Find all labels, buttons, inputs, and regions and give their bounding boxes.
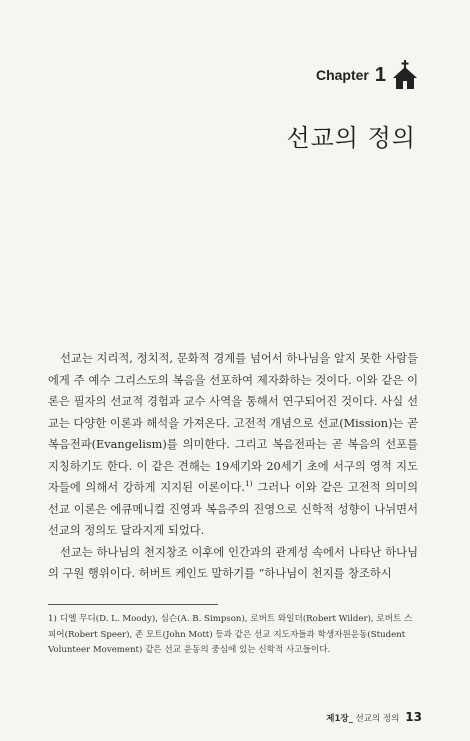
page-footer — [326, 710, 422, 724]
running-head-chapter: 제1장_ — [326, 714, 353, 724]
paragraph — [48, 348, 418, 542]
paragraph — [48, 542, 418, 585]
footnote-number: 1) — [48, 614, 57, 624]
running-head — [326, 712, 399, 724]
footnote — [48, 612, 418, 659]
chapter-number: 1 — [374, 63, 386, 86]
page-number: 13 — [405, 710, 422, 724]
chapter-label: Chapter — [315, 67, 369, 83]
footnote-reference: 1) — [244, 479, 253, 489]
paragraph-text: 선교는 지리적, 정치적, 문화적 경계를 넘어서 하나님을 알지 못한 사람들에게 주 예수 그리스도의 복음을 선포하여 제자화하는 것이다. 이와 같은 이론은 필자의 선교적 경험과 교수 사역을 통해서 연구되어진 것이다. 사실 선교는 다양한 이론과 해석을 가져온다. 고전적 개념으로 선교(Mission)는 곧 복음전파(Evangelism)를 의미한다. 그리고 복음전파는 곧 복음의 선포를 지칭하기도 한다. 이 같은 견해는 19세기와 20세기 초에 서구의 영적 지도자들에 의해서 강하게 지지된 이론이다. — [48, 352, 418, 494]
chapter-title: 선교의 정의 — [286, 124, 416, 152]
paragraph-text: 선교는 하나님의 천지창조 이후에 인간과의 관계성 속에서 나타난 하나님의 구원 행위이다. 허버트 케인도 말하기를 “하나님이 천지를 창조하시 — [48, 545, 418, 580]
church-icon — [392, 60, 418, 90]
footnote-divider — [48, 604, 218, 605]
body-text — [48, 348, 418, 585]
chapter-heading — [316, 60, 418, 90]
footnote-text: 디엘 무디(D. L. Moody), 심슨(A. B. Simpson), 로버트 와일더(Robert Wilder), 로버트 스피어(Robert Speer), 존 모트(John Mott) 등과 같은 선교 지도자들과 학생자원운동(Student Volunteer Movement) 같은 선교 운동의 중심에 있는 신학적 사고들이다. — [48, 614, 413, 655]
running-head-title: 선교의 정의 — [352, 714, 400, 724]
paragraph-text-continued: 그러나 이와 같은 고전적 의미의 선교 이론은 에큐메니컬 진영과 복음주의 진영으로 신학적 성향이 나뉘면서 선교의 정의도 달라지게 되었다. — [48, 481, 418, 537]
